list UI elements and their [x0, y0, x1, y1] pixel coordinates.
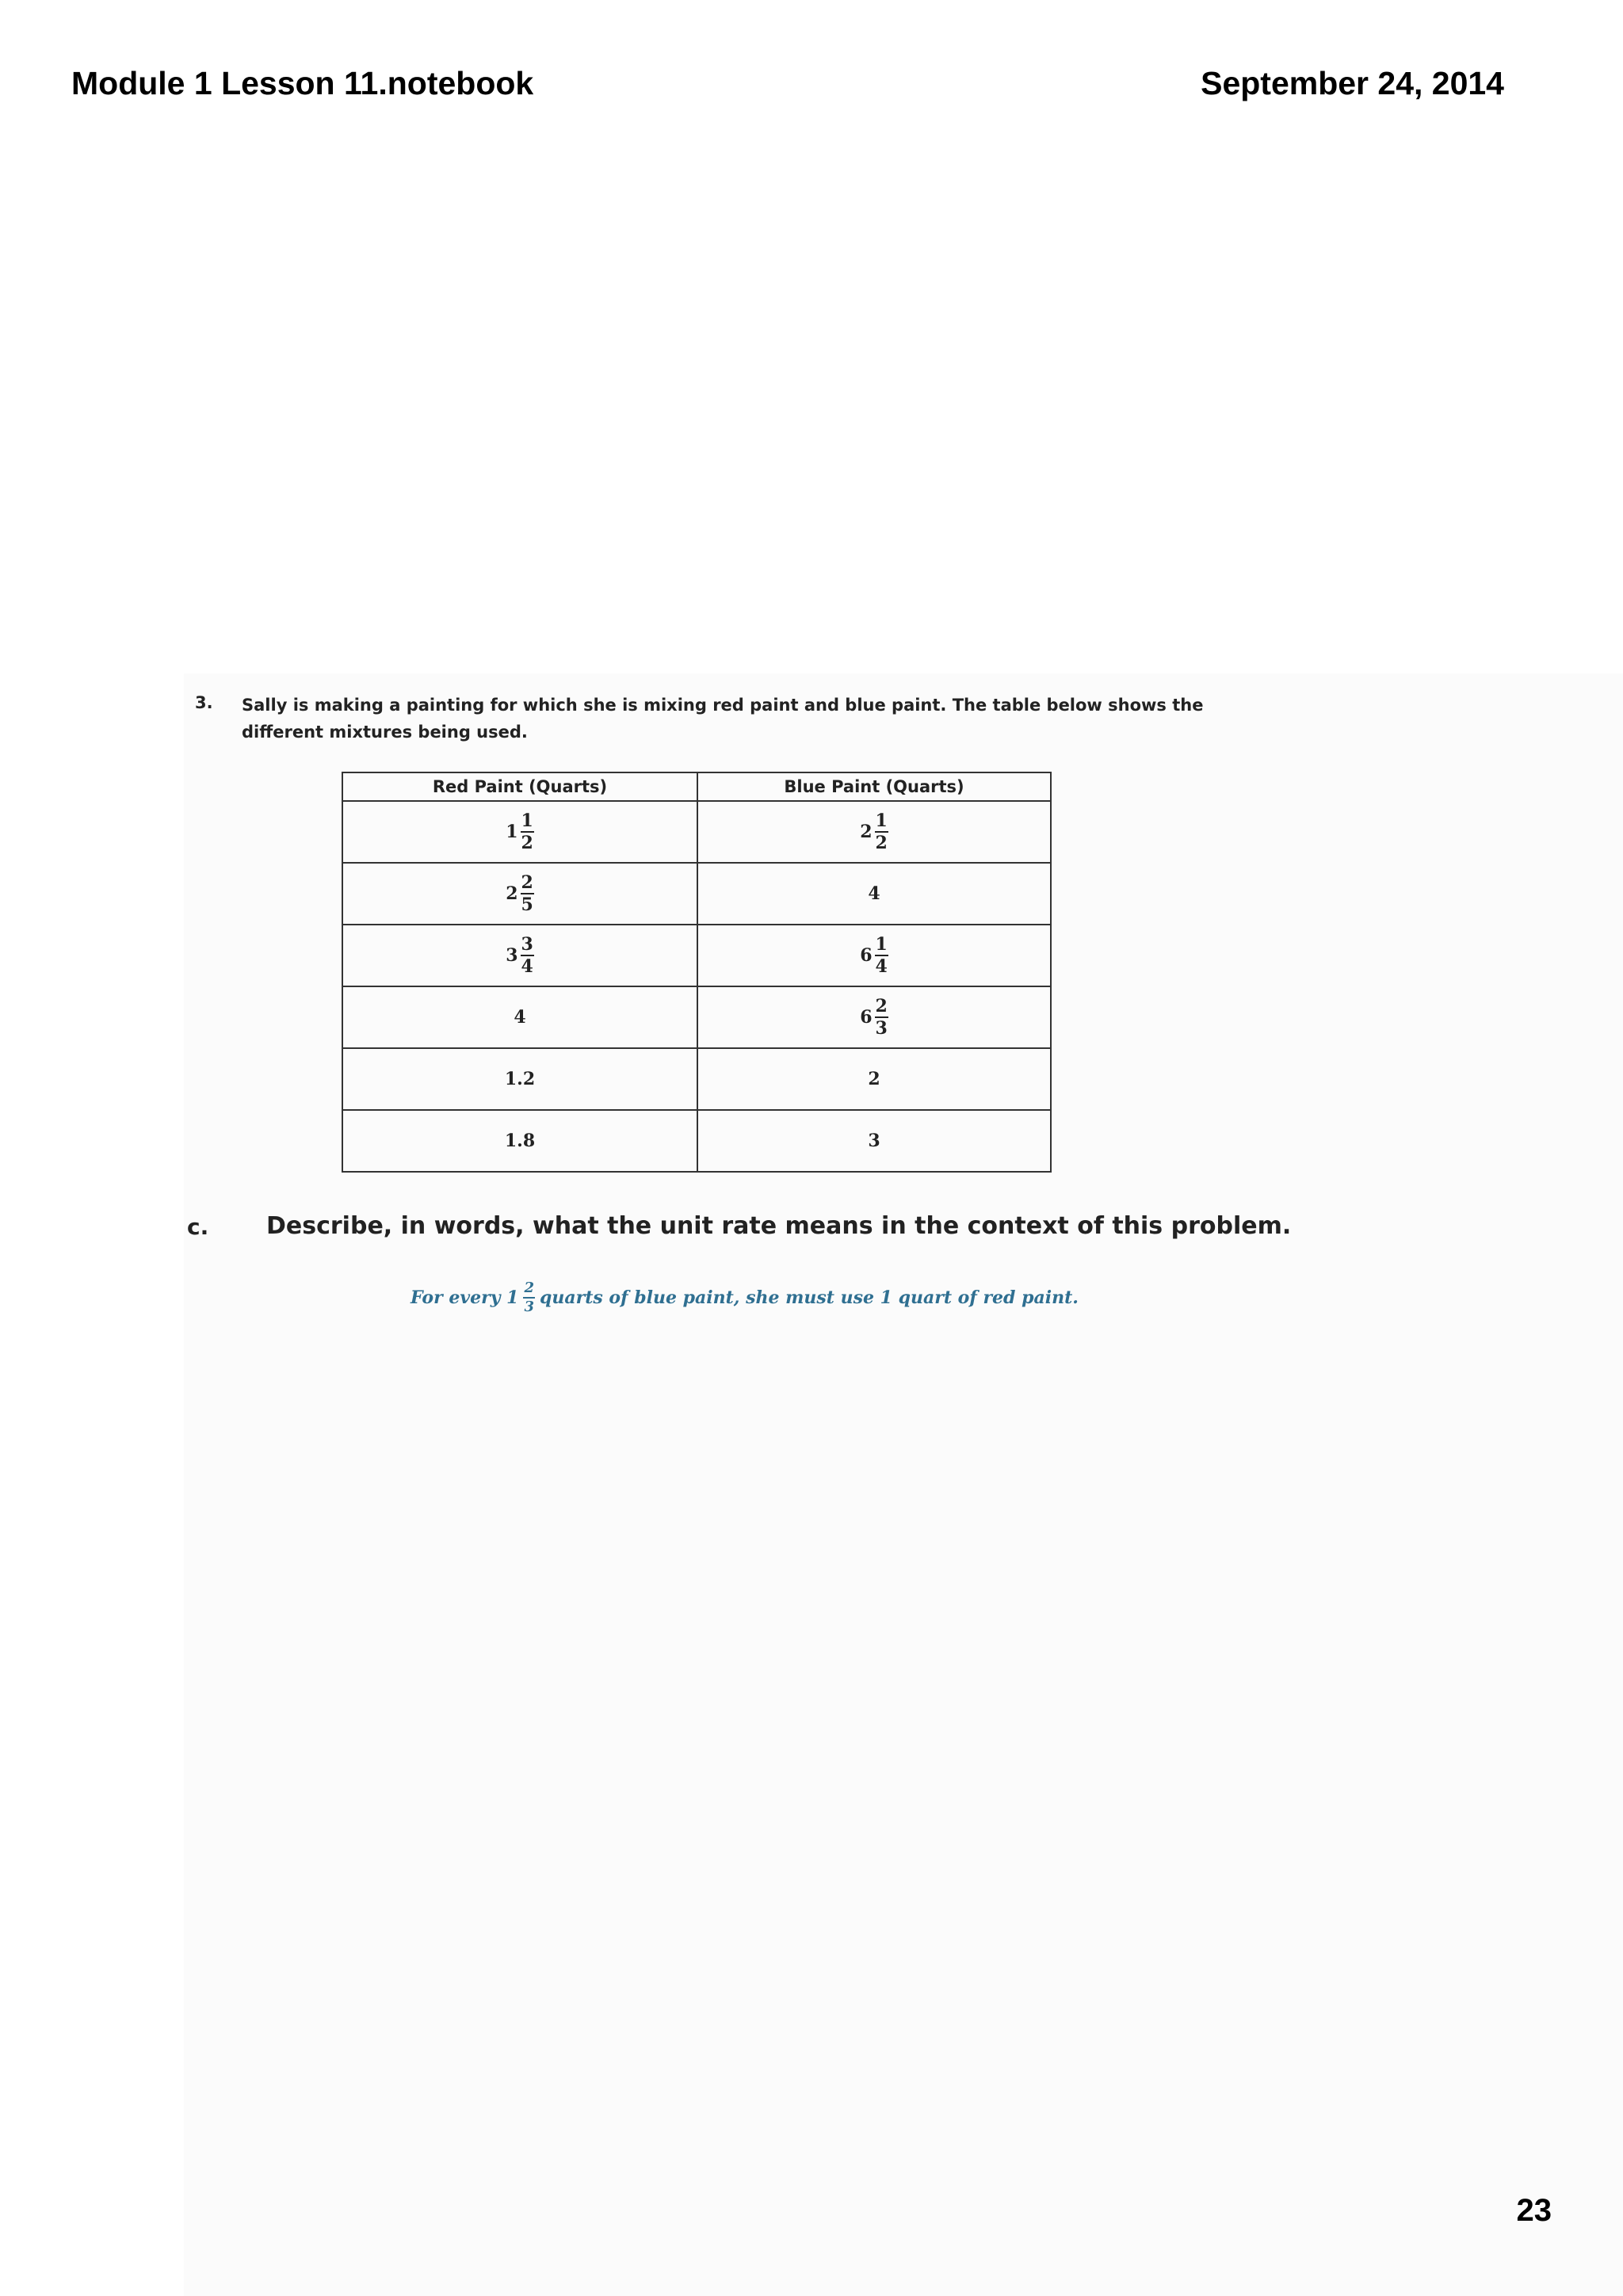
fraction-numerator: 2 [521, 872, 533, 893]
table-row [342, 801, 1051, 863]
table-row [342, 925, 1051, 986]
table-row [342, 1110, 1051, 1172]
fraction-denominator: 3 [875, 1018, 888, 1039]
blue-paint-cell [697, 1110, 1051, 1172]
column-header-red: Red Paint (Quarts) [342, 772, 697, 801]
fraction-numerator: 3 [521, 934, 533, 955]
whole-part: 2 [860, 822, 873, 842]
whole-part: 3 [506, 945, 518, 966]
page-number: 23 [1516, 2193, 1552, 2228]
handwritten-answer [411, 1274, 1079, 1322]
fraction-denominator: 3 [524, 1299, 534, 1315]
cell-value: 4 [514, 1007, 526, 1028]
fraction-numerator: 2 [523, 1281, 535, 1299]
fraction [875, 812, 888, 852]
fraction [875, 997, 888, 1037]
column-header-blue: Blue Paint (Quarts) [697, 772, 1051, 801]
paint-mixture-table [342, 772, 1052, 1173]
mixed-number [506, 874, 534, 913]
cell-value: 3 [868, 1131, 880, 1151]
blue-paint-cell [697, 863, 1051, 925]
mixed-number [860, 812, 888, 852]
blue-paint-cell [697, 801, 1051, 863]
fraction-denominator: 5 [521, 894, 533, 915]
fraction-numerator: 2 [875, 996, 888, 1016]
red-paint-cell [342, 1048, 697, 1110]
fraction-denominator: 2 [875, 833, 888, 853]
table-row [342, 1048, 1051, 1110]
fraction [521, 874, 534, 913]
mixed-number [506, 936, 534, 975]
red-paint-cell [342, 801, 697, 863]
whole-part: 1 [506, 822, 518, 842]
fraction-denominator: 2 [521, 833, 533, 853]
fraction-denominator: 4 [521, 956, 533, 977]
table-header-row [342, 772, 1051, 801]
cell-value: 1.2 [504, 1069, 536, 1089]
cell-value: 1.8 [504, 1131, 536, 1151]
whole-part: 6 [860, 1007, 873, 1028]
mixed-number [860, 936, 888, 975]
blue-paint-cell [697, 1048, 1051, 1110]
whole-part: 6 [860, 945, 873, 966]
mixed-number [506, 812, 534, 852]
red-paint-cell [342, 925, 697, 986]
fraction-numerator: 1 [521, 810, 533, 831]
answer-fraction [523, 1281, 535, 1314]
fraction [521, 936, 534, 975]
blue-paint-cell [697, 986, 1051, 1048]
table-row [342, 863, 1051, 925]
red-paint-cell [342, 986, 697, 1048]
document-title: Module 1 Lesson 11.notebook [71, 65, 534, 101]
fraction-denominator: 4 [875, 956, 888, 977]
red-paint-cell [342, 1110, 697, 1172]
part-c-label: c. [187, 1214, 209, 1240]
fraction [875, 936, 888, 975]
document-date: September 24, 2014 [1201, 65, 1504, 101]
answer-text-after: quarts of blue paint, she must use 1 quart of red paint. [540, 1287, 1079, 1308]
question-number: 3. [195, 693, 213, 712]
cell-value: 2 [868, 1069, 880, 1089]
red-paint-cell [342, 863, 697, 925]
table-row [342, 986, 1051, 1048]
answer-text-before: For every 1 [411, 1287, 519, 1308]
mixed-number [860, 997, 888, 1037]
fraction-numerator: 1 [875, 810, 888, 831]
fraction [521, 812, 534, 852]
part-c-prompt: Describe, in words, what the unit rate means in the context of this problem. [266, 1212, 1292, 1240]
cell-value: 4 [868, 883, 880, 904]
blue-paint-cell [697, 925, 1051, 986]
fraction-numerator: 1 [875, 934, 888, 955]
whole-part: 2 [506, 883, 518, 904]
question-text: Sally is making a painting for which she is mixing red paint and blue paint. The table below shows the different mixtures being used. [242, 696, 1204, 742]
